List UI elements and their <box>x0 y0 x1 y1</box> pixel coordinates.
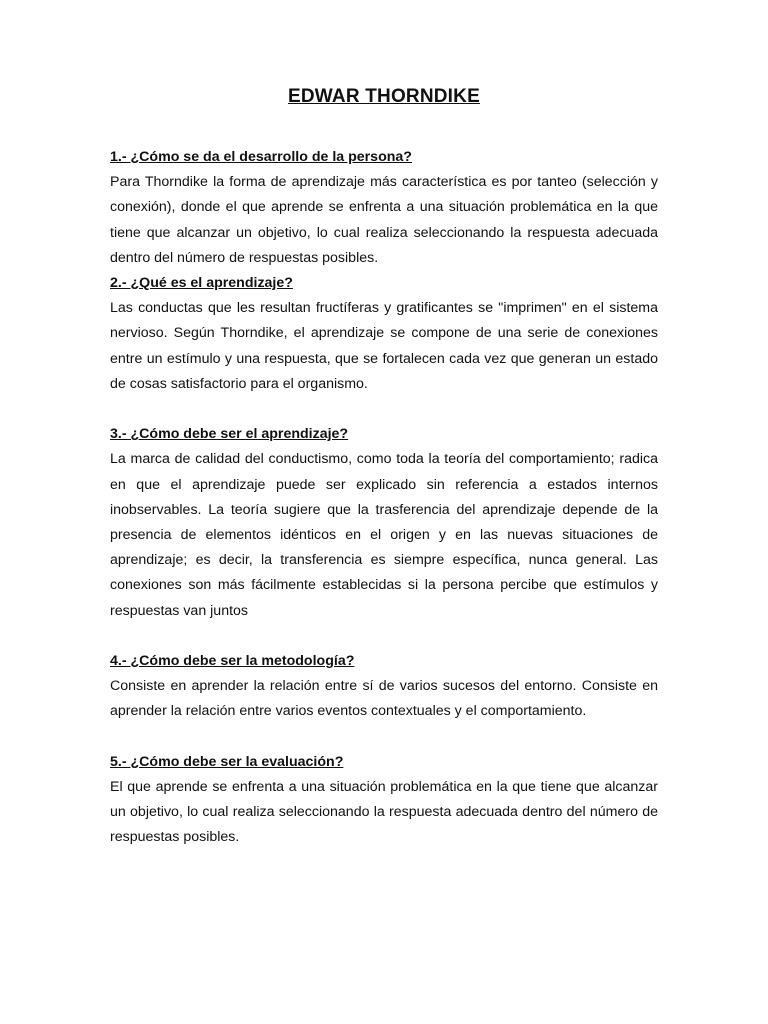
section-heading: 5.- ¿Cómo debe ser la evaluación? <box>110 753 344 770</box>
section-heading: 1.- ¿Cómo se da el desarrollo de la persona? <box>110 149 412 165</box>
section-text: Para Thorndike la forma de aprendizaje más característica es por tanteo (selección y conexión), donde el que aprende se enfrenta a una situación problemática en la que tiene que alcanzar un objetivo, lo cual realiza seleccionando la respuesta adecuada dentro del número de respuestas posibles. <box>110 174 658 266</box>
section-heading: 2.- ¿Qué es el aprendizaje? <box>110 275 293 292</box>
paragraph-spacer <box>110 397 658 422</box>
section-text: Las conductas que les resultan fructíferas y gratificantes se "imprimen" en el sistema nervioso. Según Thorndike, el aprendizaje se compone de una serie de conexiones entre un estímulo y una respuesta, que se fortalecen cada vez que generan un estado de cosas satisfactorio para el organismo. <box>110 300 658 392</box>
document-title: EDWAR THORNDIKE <box>288 86 480 107</box>
section-heading: 4.- ¿Cómo debe ser la metodología? <box>110 653 355 670</box>
section-1 <box>110 145 658 271</box>
section-2 <box>110 271 658 397</box>
section-text: Consiste en aprender la relación entre sí de varios sucesos del entorno. Consiste en aprender la relación entre varios eventos contextuales y el comportamiento. <box>110 678 658 720</box>
paragraph-spacer <box>110 624 658 649</box>
section-heading: 3.- ¿Cómo debe ser el aprendizaje? <box>110 426 349 443</box>
paragraph-spacer <box>110 725 658 750</box>
section-3 <box>110 422 658 624</box>
section-text: La marca de calidad del conductismo, como toda la teoría del comportamiento; radica en que el aprendizaje puede ser explicado sin referencia a estados internos inobservables. La teoría sugiere que la trasferencia del aprendizaje depende de la presencia de elementos idénticos en el origen y en las nuevas situaciones de aprendizaje; es decir, la transferencia es siempre específica, nunca general. Las conexiones son más fácilmente establecidas si la persona percibe que estímulos y respuestas van juntos <box>110 451 658 619</box>
document-body <box>110 145 658 851</box>
section-text: El que aprende se enfrenta a una situación problemática en la que tiene que alcanzar un objetivo, lo cual realiza seleccionando la respuesta adecuada dentro del número de respuestas posibles. <box>110 779 658 846</box>
section-5 <box>110 750 658 851</box>
section-4 <box>110 649 658 725</box>
